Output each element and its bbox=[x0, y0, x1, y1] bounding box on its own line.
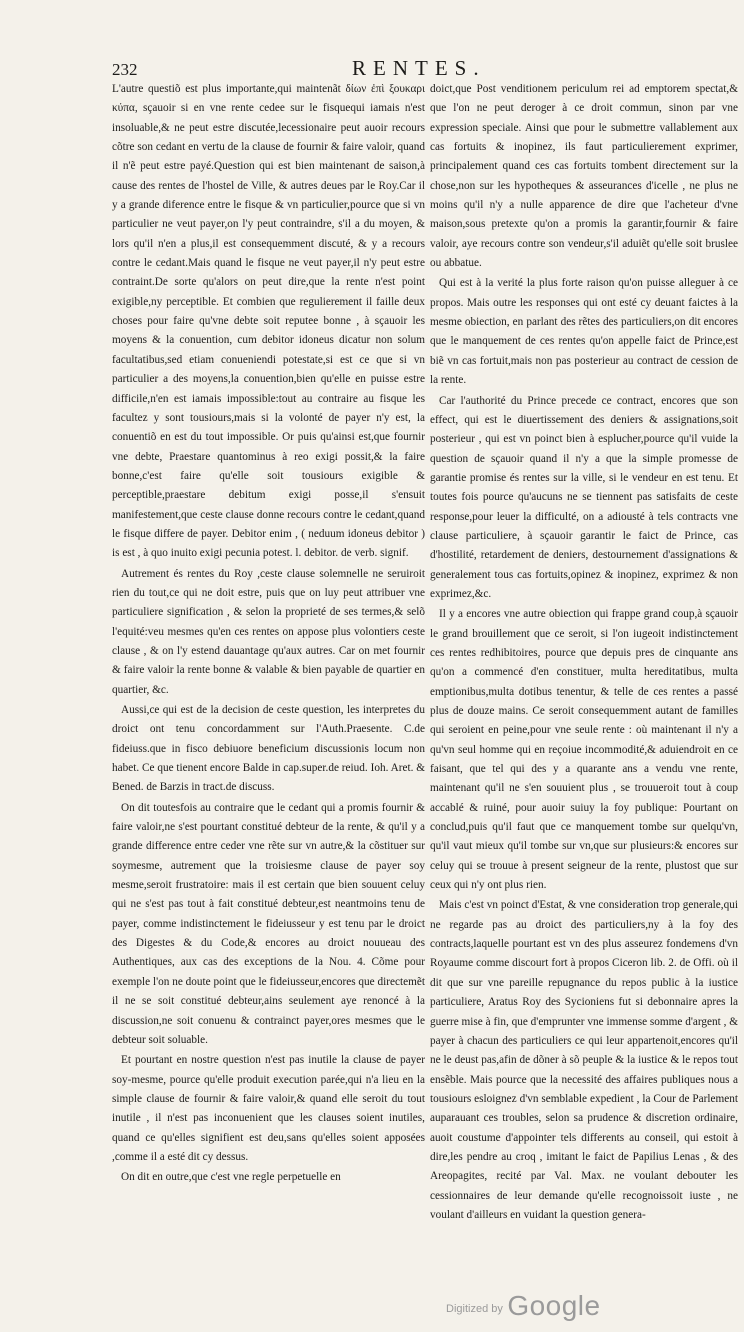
paragraph: Aussi,ce qui est de la decision de ceste question, les interpretes du droict ont tenu concordamment sur l'Auth.Praesente. C.de fideiuss.que in fisco debiuore beneficium discussionis locum non habet. Ce que tienent encore Balde in cap.super.de reiud. Ioh. Aret. & Bened. de Barzis in tract.de discuss. bbox=[112, 704, 425, 794]
left-column bbox=[112, 80, 425, 1189]
paragraph: doict,que Post venditionem periculum rei ad emptorem spectat,& que l'on ne peut deroger à ce droit commun, sinon par vne expression speciale. Ainsi que pour le submettre vallablement aux cas fortuits & inopinez, ils faut particulierement exprimer, principalement quand ces cas fortuits tombent directement sur la chose,non sur les hypotheques & asseurances d'icelle , ne plus ne moins qu'il n'y a nulle apparence de dire que l'acheteur d'vne maison,sous pretexte qu'on a promis la garantir,fournir & faire valoir, aye recours contre son vendeur,s'il aduiẽt qu'elle soit bruslee ou abbatue. bbox=[430, 83, 738, 270]
digitized-watermark bbox=[446, 1290, 601, 1322]
paragraph: Car l'authorité du Prince precede ce contract, encores que son effect, qui est le diuertissement des deniers & assignations,soit posterieur , qui est vn poinct bien à esplucher,pource qu'il vuide la question de sçauoir quand il n'y a que la simple promesse de garantie promise és rentes sur la ville, si le vendeur en est tenu. Et toutes fois pource qu'aucuns ne se tiennent pas satisfaits de ceste response,pour leuer la difficulté, on a adiousté à tels contracts vne clause particuliere, à sçauoir garantir le faict de Prince, cas d'hostilité, retardement de deniers, destournement d'assignations & generalement tous cas fortuits,opinez & inopinez, exprimez & non exprimez,&c. bbox=[430, 394, 738, 600]
paragraph: Mais c'est vn poinct d'Estat, & vne consideration trop generale,qui ne regarde pas au droict des particuliers,ny à la foy des contracts,laquelle pourtant est vn des plus asseurez fondemens d'vn Royaume comme discourt fort à propos Ciceron lib. 2. de Offi. où il dit que sur vne pareille repugnance du repos public à la iustice particuliere, Aratus Roy des Sycioniens fut si debonnaire apres la guerre mise à fin, que d'emprunter vne immense somme d'argent , & payer à chacun des particuliers ce qui leur appartenoit,encores qu'il ne le deust pas,afin de dõner à sõ peuple & la iustice & le repos tout ensẽble. Mais pource que la necessité des affaires publiques nous a tousiours esloignez d'vn semblable expedient , la Cour de Parlement auparauant ces troubles, selon sa prudence & discretion ordinaire, auoit coustume d'appointer tels differents au conseil, qui estoit à dire,les pendre au croq , imitant le faict de Papilius Lenas , & des Areopagites, recité par Val. Max. ne voulant debouter les cessionnaires de leur demande qu'elle recognoissoit iuste , ne voulant d'ailleurs en vuidant la question genera- bbox=[430, 899, 738, 1221]
page-number: 232 bbox=[112, 60, 138, 79]
paragraph: On dit en outre,que c'est vne regle perpetuelle en bbox=[121, 1171, 341, 1184]
running-head: RENTES. bbox=[352, 56, 486, 80]
paragraph: Il y a encores vne autre obiection qui frappe grand coup,à sçauoir le grand brouillement que ce seroit, si l'on iugeoit indistinctement ces rentes redhibitoires, pource que depuis pres de cinquante ans qu'on a commencé d'en constituer, multa hereditatibus, multa emptionibus,multa dotibus tenentur, & telle de ces rentes a passé plus de douze mains. Ce seroit consequemment autant de familles qui seroient en peine,pour vne seule rente : où maintenant il n'y a qu'vn seul homme qui en reçoiue incommodité,& aduiendroit en ce faisant, que tel qui des y a quarante ans a vendu vne rente, maintenant qu'il ne s'en souuient plus , se trouueroit tout à coup accablé & ruiné, pour auoir suiuy la foy publique: Pourtant on conclud,puis qu'il faut que ce manquement tombe sur quelqu'vn, qu'il vaut mieux qu'il tombe sur vn,que sur plusieurs:& encores sur celuy qui se trouue à present seigneur de la rente, plustost que sur ceux qui n'y ont plus rien. bbox=[430, 608, 738, 892]
right-column bbox=[430, 80, 738, 1226]
paragraph: L'autre questiõ est plus importante,qui maintenãt δίων ἐπὶ ξουκαρι κύπα, sçauoir si en vne rente cedee sur le fisquequi iamais n'est insoluable,& ne peut estre discutée,lecessionaire peut auoir recours cõtre son cedant en vertu de la clause de fournir & faire valoir, quand il n'ẽ peut estre payé.Question qui est bien maintenant de saison,à cause des rentes de l'hostel de Ville, & autres deues par le Roy.Car il y a grande diference entre le fisque & vn particulier,pource que si vn particulier ne veut payer,on l'y peut contraindre, s'il a du moyen, & lors qu'il n'en a plus,il est consequemment discuté, & y a recours contre le cedant.Mais quand le fisque ne veut payer,il n'y peut estre contraint.De sorte qu'alors on peut dire,que la rente n'est point exigible,ny perceptible. Et combien que regulierement il faille deux choses pour faire qu'vne debte soit reputee bonne , à sçauoir les moyens & la conuention, cum debitor idoneus dicatur non solum facultatibus,sed etiam conueniendi potestate,si est ce que si vn particulier a des moyens,la conuention,bien qu'elle en puisse estre difficile,n'en est iamais impossible:tout au contraire au fisque les facultez y sont tousiours,mais si la volonté de payer n'y est, la conuentiõ en est du tout impossible. Or puis qu'ainsi est,que fournir vne debte, Praestare quantominus à reo exigi possit,& la faire bonne,c'est faire qu'elle soit tousiours exigible & perceptible,praestare debitum exigi posse,il s'ensuit manifestement,que ceste clause donne recours contre le cedant,quand le fisque differe de payer. Debitor enim , ( neduum idoneus debitor ) is est , à quo inuito exigi pecunia potest. l. debitor. de verb. signif. bbox=[112, 83, 425, 560]
google-logo: Google bbox=[507, 1290, 601, 1321]
paragraph: Qui est à la verité la plus forte raison qu'on puisse alleguer à ce propos. Mais outre les responses qui ont esté cy deuant faictes à la mesme obiection, en parlant des rẽtes des particuliers,on dit encores que le manquement de ces rentes qu'on appelle faict de Prince,est biẽ vn cas fortuit,mais non pas posterieur au contract de cession de la rente. bbox=[430, 277, 738, 387]
paragraph: Autrement és rentes du Roy ,ceste clause solemnelle ne seruiroit rien du tout,ce qui ne doit estre, puis que on luy peut attribuer vne particuliere signification , & selon la proprieté de ses termes,& selõ l'equité:veu mesmes qu'en ces rentes on appose plus volontiers ceste clause , & on l'y estend dauantage qu'aux autres. Car on met fournir & faire valoir la rente bonne & valable & bien payable de quartier en quartier, &c. bbox=[112, 567, 425, 696]
watermark-prefix: Digitized by bbox=[446, 1303, 503, 1315]
paragraph: Et pourtant en nostre question n'est pas inutile la clause de payer soy-mesme, pource qu'elle produit execution parée,qui n'a lieu en la simple clause de fournir & faire valoir,& quand elle seroit du tout inutile , il n'est pas inconuenient que les clauses soient inutiles, quand ce qu'elles signifient est deu,sans qu'elles soient apposées ,comme il a esté dit cy dessus. bbox=[112, 1054, 425, 1163]
paragraph: On dit toutesfois au contraire que le cedant qui a promis fournir & faire valoir,ne s'est pourtant constitué debteur de la rente, & qu'il y a grande difference entre ceder vne rẽte sur vn autre,& la cõstituer sur soymesme, autrement que la troisiesme clause de payer soy mesme,seroit frustratoire: mais il est certain que bien souuent celuy qui ne s'est pas tout à fait constitué debteur,est neantmoins tenu de payer, comme indistinctement le fideiusseur y est tenu par le droict des Digestes & du Code,& encores au droict nouueau des Authentiques, aux cas des exceptions de la Nou. 4. Cõme pour exemple l'on ne doute point que le fideiusseur,encores que directemẽt il ne se soit constitué debteur,ains seulement aye renoncé à la discussion,ne soit conuenu & contrainct payer,ores mesmes que le debteur soit soluable. bbox=[112, 801, 425, 1046]
